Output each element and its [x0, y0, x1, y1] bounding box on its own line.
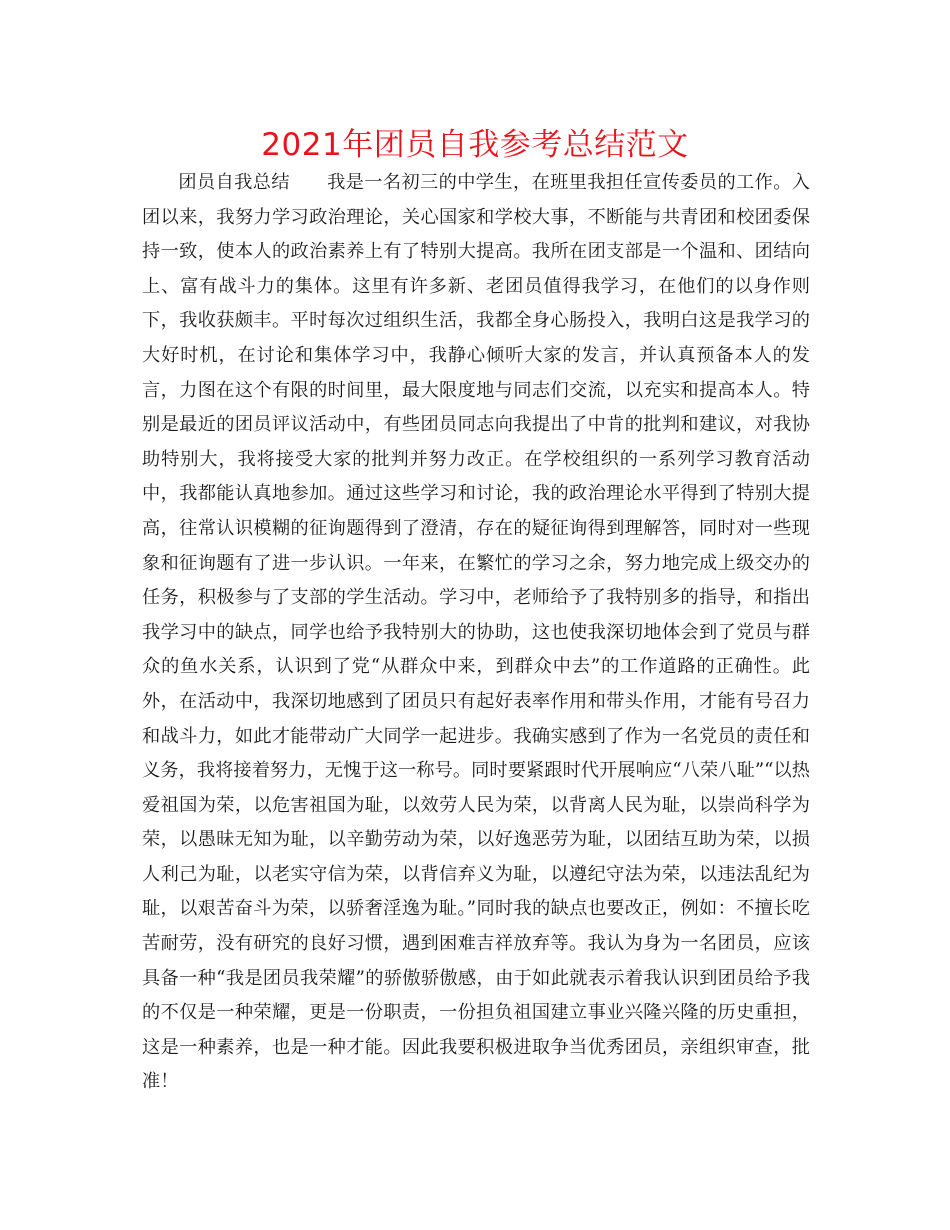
document-body-paragraph: 团员自我总结 我是一名初三的中学生，在班里我担任宣传委员的工作。入团以来，我努力学习政治理论，关心国家和学校大事，不断能与共青团和校团委保持一致，使本人的政治素养上有了特别大提高。我所在团支部是一个温和、团结向上、富有战斗力的集体。这里有许多新、老团员值得我学习，在他们的以身作则下，我收获颇丰。平时每次过组织生活，我都全身心肠投入，我明白这是我学习的大好时机，在讨论和集体学习中，我静心倾听大家的发言，并认真预备本人的发言，力图在这个有限的时间里，最大限度地与同志们交流，以充实和提高本人。特别是最近的团员评议活动中，有些团员同志向我提出了中肯的批判和建议，对我协助特别大，我将接受大家的批判并努力改正。在学校组织的一系列学习教育活动中，我都能认真地参加。通过这些学习和讨论，我的政治理论水平得到了特别大提高，往常认识模糊的征询题得到了澄清，存在的疑征询得到理解答，同时对一些现象和征询题有了进一步认识。一年来，在繁忙的学习之余，努力地完成上级交办的任务，积极参与了支部的学生活动。学习中，老师给予了我特别多的指导，和指出我学习中的缺点，同学也给予我特别大的协助，这也使我深切地体会到了党员与群众的鱼水关系，认识到了党“从群众中来，到群众中去”的工作道路的正确性。此外，在活动中，我深切地感到了团员只有起好表率作用和带头作用，才能有号召力和战斗力，如此才能带动广大同学一起进步。我确实感到了作为一名党员的责任和义务，我将接着努力，无愧于这一称号。同时要紧跟时代开展响应“八荣八耻”“以热爱祖国为荣，以危害祖国为耻，以效劳人民为荣，以背离人民为耻，以崇尚科学为荣，以愚昧无知为耻，以辛勤劳动为荣，以好逸恶劳为耻，以团结互助为荣，以损人利己为耻，以老实守信为荣，以背信弃义为耻，以遵纪守法为荣，以违法乱纪为耻，以艰苦奋斗为荣，以骄奢淫逸为耻。”同时我的缺点也要改正，例如：不擅长吃苦耐劳，没有研究的良好习惯，遇到困难吉祥放弃等。我认为身为一名团员，应该具备一种“我是团员我荣耀”的骄傲骄傲感，由于如此就表示着我认识到团员给予我的不仅是一种荣耀，更是一份职责，一份担负祖国建立事业兴隆兴隆的历史重担，这是一种素养，也是一种才能。因此我要积极进取争当优秀团员，亲组织审查，批准！: [142, 172, 810, 1093]
document-title: 2021年团员自我参考总结范文: [261, 127, 689, 163]
